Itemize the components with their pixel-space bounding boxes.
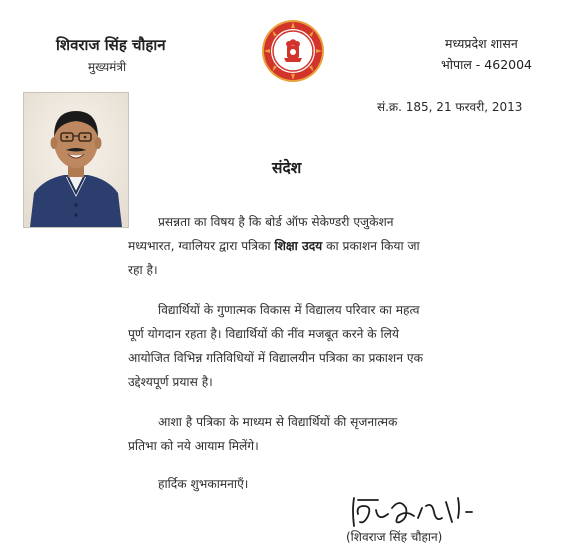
office-address: भोपाल - 462004 (441, 57, 533, 72)
magazine-name: शिक्षा उदय (274, 239, 323, 253)
paragraph-1-line-2-pre: मध्यभारत, ग्वालियर द्वारा पत्रिका (128, 239, 275, 253)
government-name: मध्यप्रदेश शासन (445, 36, 518, 51)
letter-title: संदेश (272, 159, 302, 177)
portrait-photo (23, 92, 129, 228)
closing-greeting: हार्दिक शुभकामनाएँ। (158, 477, 249, 491)
state-emblem-icon (260, 18, 326, 84)
paragraph-1-line-3: रहा है। (128, 263, 158, 277)
paragraph-2-line-2: पूर्ण योगदान रहता है। विद्यार्थियों की नींव मजबूत करने के लिये (128, 327, 399, 341)
sender-name: शिवराज सिंह चौहान (56, 36, 166, 54)
handwritten-signature-icon (348, 492, 498, 532)
paragraph-1-line-2-post: का प्रकाशन किया जा (322, 239, 420, 253)
paragraph-3-line-2: प्रतिभा को नये आयाम मिलेंगे। (128, 439, 259, 453)
paragraph-2-line-4: उद्देश्यपूर्ण प्रयास है। (128, 375, 213, 389)
paragraph-1-line-1: प्रसन्नता का विषय है कि बोर्ड ऑफ सेकेण्डरी एजुकेशन (158, 215, 394, 229)
reference-number: सं.क्र. 185, 21 फरवरी, 2013 (377, 100, 523, 114)
paragraph-1-line-2 (128, 232, 420, 260)
paragraph-2-line-3: आयोजित विभिन्न गतिविधियों में विद्यालयीन पत्रिका का प्रकाशन एक (128, 351, 423, 365)
paragraph-3-line-1: आशा है पत्रिका के माध्यम से विद्यार्थियों की सृजनात्मक (158, 415, 398, 429)
sender-designation: मुख्यमंत्री (88, 60, 127, 74)
signatory-name: (शिवराज सिंह चौहान) (346, 530, 443, 544)
paragraph-2-line-1: विद्यार्थियों के गुणात्मक विकास में विद्यालय परिवार का महत्व (158, 303, 420, 317)
